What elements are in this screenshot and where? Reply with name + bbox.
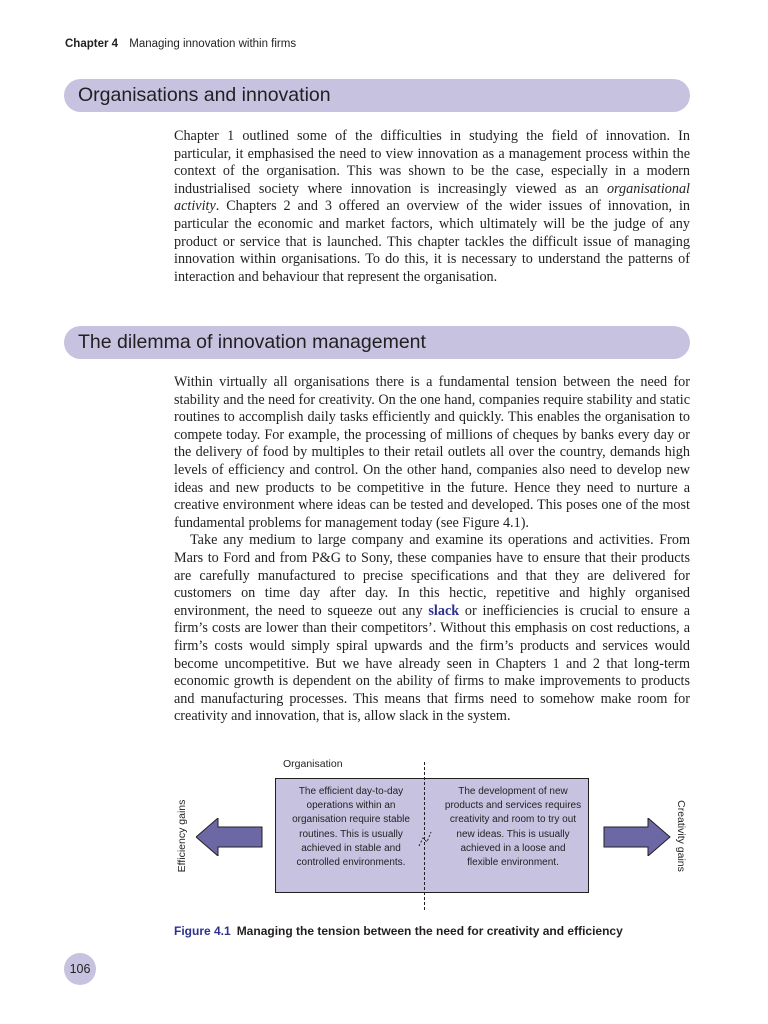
running-head [65,38,296,50]
section1-paragraph-emphasis: organisational activity [174,180,690,215]
running-head-title: Managing innovation within firms [129,38,297,50]
section1-body [174,128,690,286]
figure-creativity-gains-label: Creativity gains [675,800,687,872]
figure-caption-number: Figure 4.1 [174,924,231,938]
figure-efficiency-gains-label: Efficiency gains [176,799,188,873]
keyword-slack: slack [428,602,460,619]
section2-paragraph-2-text-b: or inefficiencies is crucial to ensure a firm’s costs are lower than their competitors’. Without this emphasis on cost reductions, a firm’s costs would simply spiral upwards and the firm’s products and services would become uncompetitive. But we have already seen in Chapters 1 and 2 that long-term economic growth is dependent on the ability of firms to make improvements to products and manufacturing processes. This means that firms need to somehow make room for creativity and innovation, that is, allow slack in the system. [174,602,690,725]
section1-paragraph-text-a: Chapter 1 outlined some of the difficulties in studying the field of innovation. In particular, it emphasised the need to view innovation as a management process within the context of the organisation. This was shown to be the case, especially in a modern industrialised society where innovation is increasingly viewed as an [174,128,690,197]
running-head-chapter: Chapter 4 [65,38,119,50]
section1-paragraph-text-b: . Chapters 2 and 3 offered an overview of the wider issues of innovation, in particular the economic and market factors, which ultimately will be the judge of any product or service that is launched. This chapter tackles the difficult issue of managing innovation within organisations. To do this, it is necessary to understand the patterns of interaction and behaviour that represent the organisation. [174,198,690,285]
section2-paragraph-1: Within virtually all organisations there is a fundamental tension between the need for stability and the need for creativity. On the one hand, companies require stability and static routines to accomplish daily tasks efficiently and quickly. This enables the organisation to compete today. For example, the processing of millions of cheques by banks every day or the delivery of food by multiples to their retail outlets all over the country, demands high levels of efficiency and control. On the other hand, companies also need to develop new ideas and new products to be competitive in the future. Hence they need to nurture a creative environment where ideas can be tested and developed. This poses one of the most fundamental problems for management today (see Figure 4.1). [174,374,690,531]
figure-organisation-label: Organisation [283,758,343,770]
section2-body [174,374,690,726]
figure-divider-kink [417,828,433,848]
figure-left-text: The efficient day-to-day operations within an organisation require stable routines. This is usually achieved in stable and controlled environments. [292,786,410,869]
figure-right-text: The development of new products and services requires creativity and room to try out new ideas. This is usually achieved in a loose and flexible environment. [444,786,582,869]
efficiency-arrow-icon [196,818,266,856]
creativity-arrow-icon [602,818,672,856]
section1-paragraph [174,128,690,286]
figure-caption [174,924,623,938]
page-number: 106 [64,953,96,985]
section2-paragraph-2 [174,532,690,726]
section-heading-organisations-and-innovation: Organisations and innovation [64,79,690,112]
section-heading-dilemma: The dilemma of innovation management [64,326,690,359]
figure-caption-title: Managing the tension between the need for creativity and efficiency [236,924,623,938]
section2-paragraph-2-text-a: Take any medium to large company and examine its operations and activities. From Mars to Ford and from P&G to Sony, these companies have to ensure that their products are carefully manufactured to precise specifications and that they are delivered for customers on time day after day. In this hectic, repetitive and highly organised environment, the need to squeeze out any [174,532,690,619]
